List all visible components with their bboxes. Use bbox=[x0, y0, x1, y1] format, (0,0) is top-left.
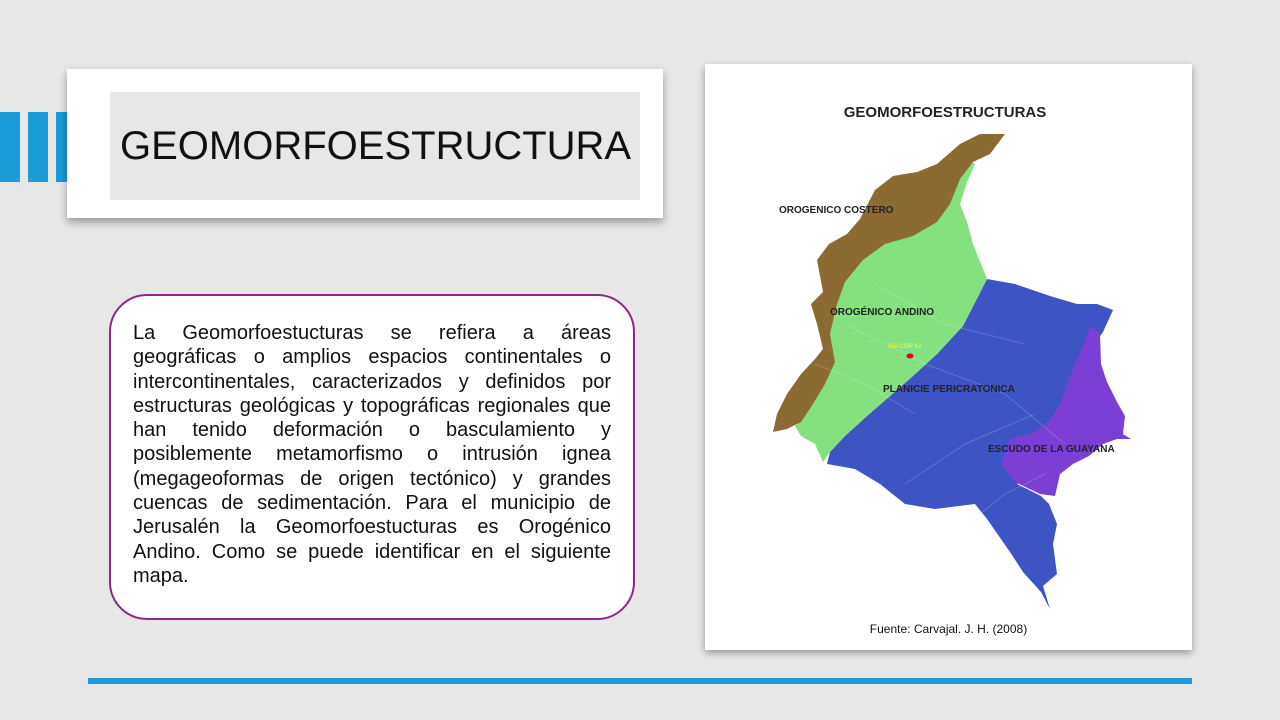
decor-bar-2 bbox=[28, 112, 48, 182]
marker-label: AID COR 62 bbox=[888, 344, 922, 350]
map-card bbox=[705, 64, 1192, 650]
map-source-caption: Fuente: Carvajal. J. H. (2008) bbox=[869, 622, 1028, 636]
label-orogenico-costero: OROGENICO COSTERO bbox=[779, 205, 894, 216]
description-box bbox=[109, 294, 635, 620]
title-inner-panel bbox=[110, 92, 640, 200]
label-escudo-guayana: ESCUDO DE LA GUAYANA bbox=[988, 444, 1115, 455]
bottom-accent-line bbox=[88, 678, 1192, 684]
location-marker-icon bbox=[907, 354, 914, 359]
label-orogenico-andino: OROGÉNICO ANDINO bbox=[830, 307, 935, 318]
map-figure bbox=[705, 64, 1192, 650]
description-text: La Geomorfoestucturas se refiera a áreas geográficas o amplios espacios continentales o intercontinentales, caracterizados y definidos por estructuras geológicas y topográficas regionales que han tenido deformación o basculamiento y posiblemente metamorfismo o intrusión ignea (megageoformas de origen tectónico) y grandes cuencas de sedimentación. Para el municipio de Jerusalén la Geomorfoestucturas es Orogénico Andino. Como se puede identificar en el siguiente mapa. bbox=[133, 322, 611, 587]
decor-bar-1 bbox=[0, 112, 20, 182]
slide-title: GEOMORFOESTRUCTURA bbox=[120, 123, 632, 168]
title-card bbox=[67, 69, 663, 218]
map-title: GEOMORFOESTRUCTURAS bbox=[843, 104, 1047, 121]
label-planicie-pericratonica: PLANICIE PERICRATONICA bbox=[883, 384, 1015, 395]
